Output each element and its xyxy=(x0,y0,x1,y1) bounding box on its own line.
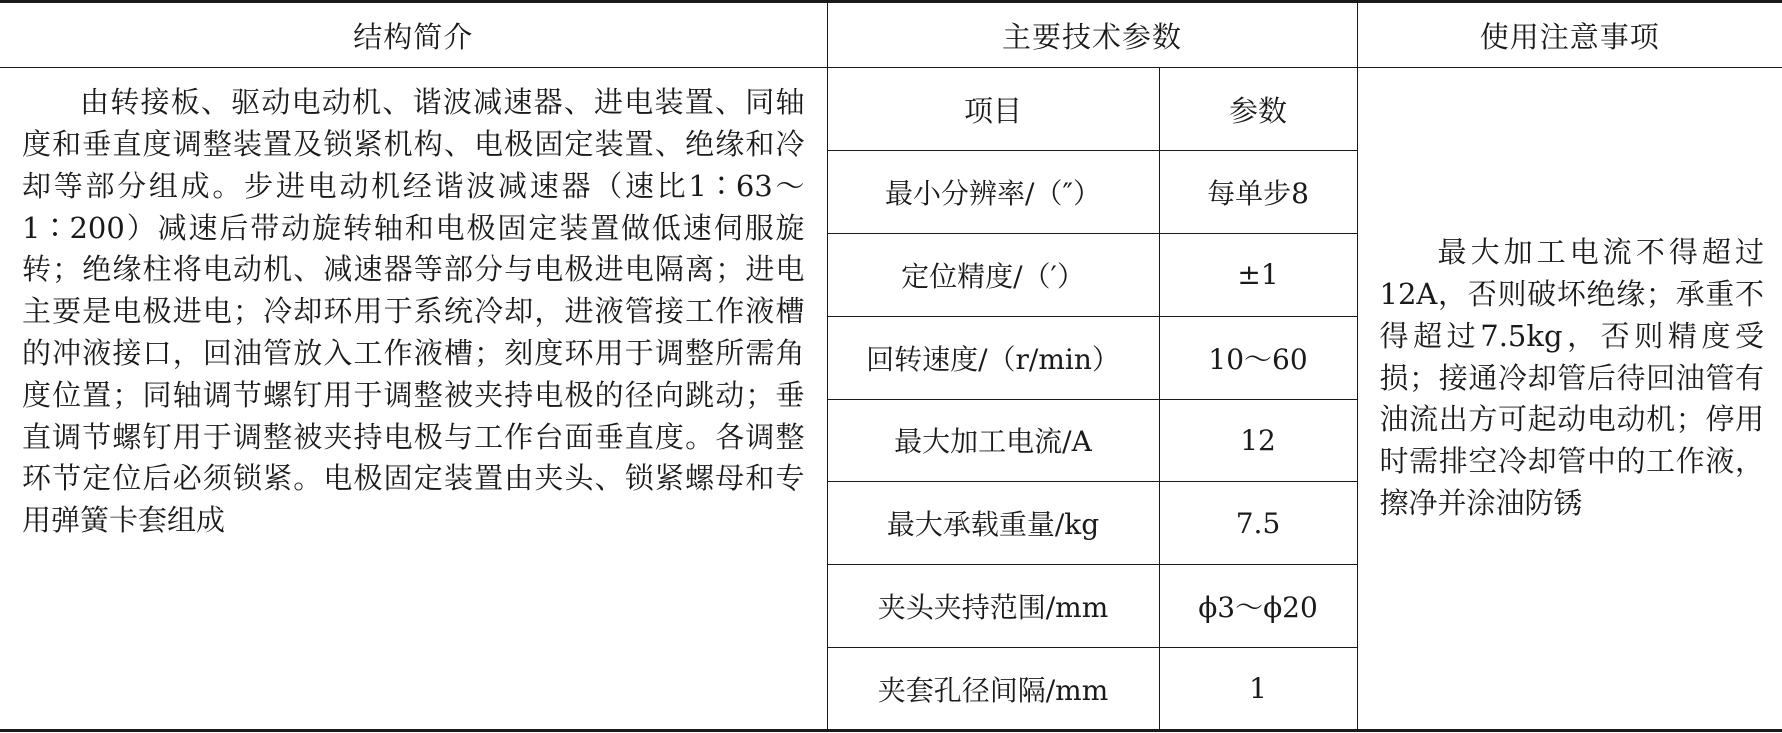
header-row xyxy=(0,2,1782,68)
param-item: 最大承载重量/kg xyxy=(827,482,1159,565)
param-col-value-header: 参数 xyxy=(1159,68,1357,151)
usage-notes-text: 最大加工电流不得超过12A，否则破坏绝缘；承重不得超过7.5kg，否则精度受损；接通冷却管后待回油管有油流出方可起动电动机；停用时需排空冷却管中的工作液，擦净并涂油防锈 xyxy=(1379,235,1765,521)
header-notes: 使用注意事项 xyxy=(1357,2,1782,68)
param-item: 定位精度/（′） xyxy=(827,233,1159,316)
param-item: 最小分辨率/（″） xyxy=(827,150,1159,233)
param-value: 12 xyxy=(1159,399,1357,482)
param-col-item-header: 项目 xyxy=(827,68,1159,151)
param-value: 10～60 xyxy=(1159,316,1357,399)
param-item: 最大加工电流/A xyxy=(827,399,1159,482)
structure-description: 由转接板、驱动电动机、谐波减速器、进电装置、同轴度和垂直度调整装置及锁紧机构、电极固定装置、绝缘和冷却等部分组成。步进电动机经谐波减速器（速比1∶63～1∶200）减速后带动旋转轴和电极固定装置做低速伺服旋转；绝缘柱将电动机、减速器等部分与电极进电隔离；进电主要是电极进电；冷却环用于系统冷却，进液管接工作液槽的冲液接口，回油管放入工作液槽；刻度环用于调整所需角度位置；同轴调节螺钉用于调整被夹持电极的径向跳动；垂直调节螺钉用于调整被夹持电极与工作台面垂直度。各调整环节定位后必须锁紧。电极固定装置由夹头、锁紧螺母和专用弹簧卡套组成 xyxy=(0,68,827,731)
param-value: 7.5 xyxy=(1159,482,1357,565)
param-item: 夹套孔径间隔/mm xyxy=(827,648,1159,731)
param-value: 1 xyxy=(1159,648,1357,731)
param-item: 夹头夹持范围/mm xyxy=(827,565,1159,648)
param-subheader-row xyxy=(0,68,1782,151)
param-value: 每单步8 xyxy=(1159,150,1357,233)
header-structure: 结构简介 xyxy=(0,2,827,68)
param-value: ϕ3～ϕ20 xyxy=(1159,565,1357,648)
param-item: 回转速度/（r/min） xyxy=(827,316,1159,399)
usage-notes xyxy=(1357,68,1782,731)
param-value: ±1 xyxy=(1159,233,1357,316)
header-parameters: 主要技术参数 xyxy=(827,2,1357,68)
